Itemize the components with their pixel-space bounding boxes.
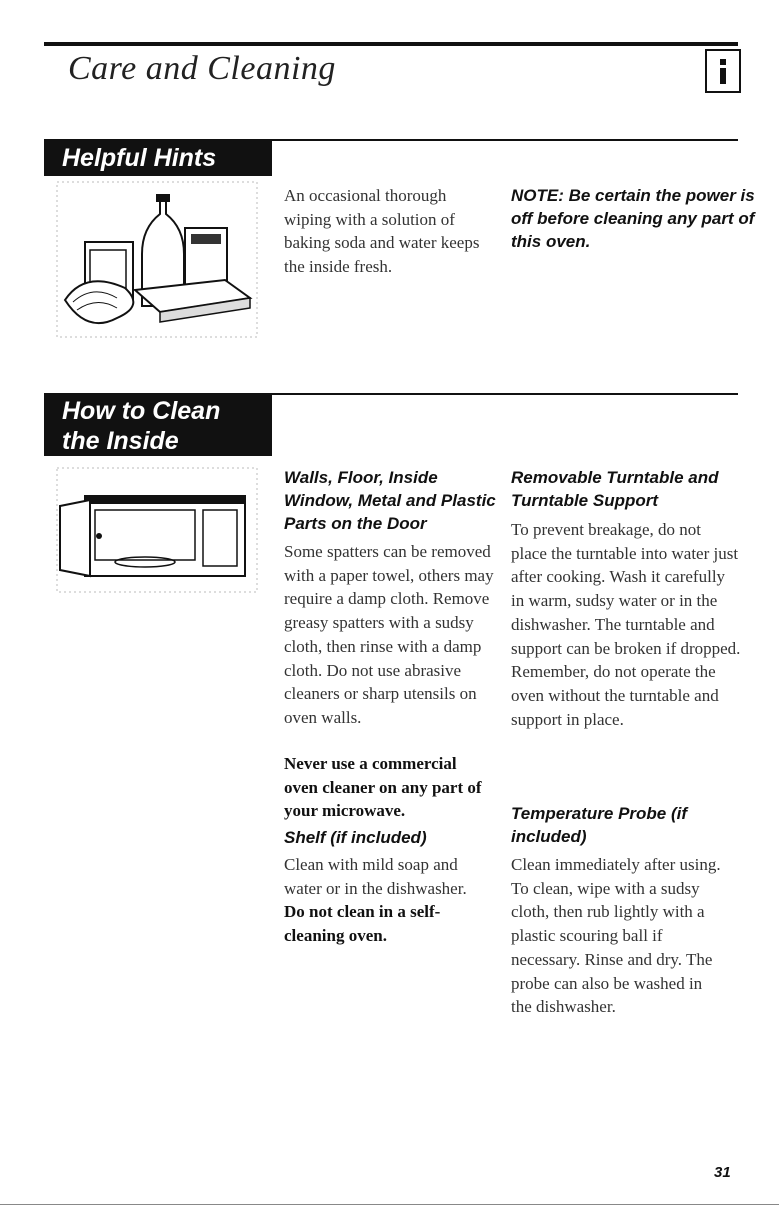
top-rule xyxy=(44,42,738,46)
shelf-heading: Shelf (if included) xyxy=(284,828,427,847)
helpful-hints-text: An occasional thorough wiping with a solution of baking soda and water keeps the inside fresh. xyxy=(284,186,480,277)
shelf-text: Clean with mild soap and water or in the dishwasher. xyxy=(284,855,467,898)
info-tab xyxy=(705,49,741,93)
cleaning-supplies-illustration xyxy=(55,180,260,340)
info-i-icon xyxy=(707,51,739,91)
turntable-text: To prevent breakage, do not place the turntable into water just after cooking. Wash it carefully in warm, sudsy water or in the dishwasher. The turntable and support can be broken if dropped. Remember, do not operate the oven without the turntable and support in place. xyxy=(511,520,741,729)
walls-heading: Walls, Floor, Inside Window, Metal and Plastic Parts on the Door xyxy=(284,468,496,533)
probe-heading: Temperature Probe (if included) xyxy=(511,804,688,846)
self-cleaning-warning: Do not clean in a self-cleaning oven. xyxy=(284,902,441,945)
page-title: Care and Cleaning xyxy=(68,50,336,87)
probe-text: Clean immediately after using. To clean, wipe with a sudsy cloth, then rub lightly with a plastic scouring ball if necessary. Rinse and dry. The probe can also be washed in the dishwasher. xyxy=(511,855,721,1017)
commercial-cleaner-warning: Never use a commercial oven cleaner on any part of your microwave. xyxy=(284,754,482,821)
microwave-open-door-illustration xyxy=(55,466,260,596)
how-to-clean-heading-line1: How to Clean xyxy=(62,397,221,425)
power-off-note: NOTE: Be certain the power is off before cleaning any part of this oven. xyxy=(511,186,755,251)
how-to-clean-heading xyxy=(44,394,272,456)
helpful-hints-heading: Helpful Hints xyxy=(44,140,272,176)
page-number: 31 xyxy=(714,1164,731,1181)
walls-text: Some spatters can be removed with a paper towel, others may require a damp cloth. Remove greasy spatters with a sudsy cloth, then rinse with a damp cloth. Do not use abrasive cleaners or sharp utensils on oven walls. xyxy=(284,542,494,727)
bottom-rule xyxy=(0,1204,779,1205)
turntable-heading: Removable Turntable and Turntable Support xyxy=(511,468,719,510)
how-to-clean-heading-line2: the Inside xyxy=(62,427,179,455)
